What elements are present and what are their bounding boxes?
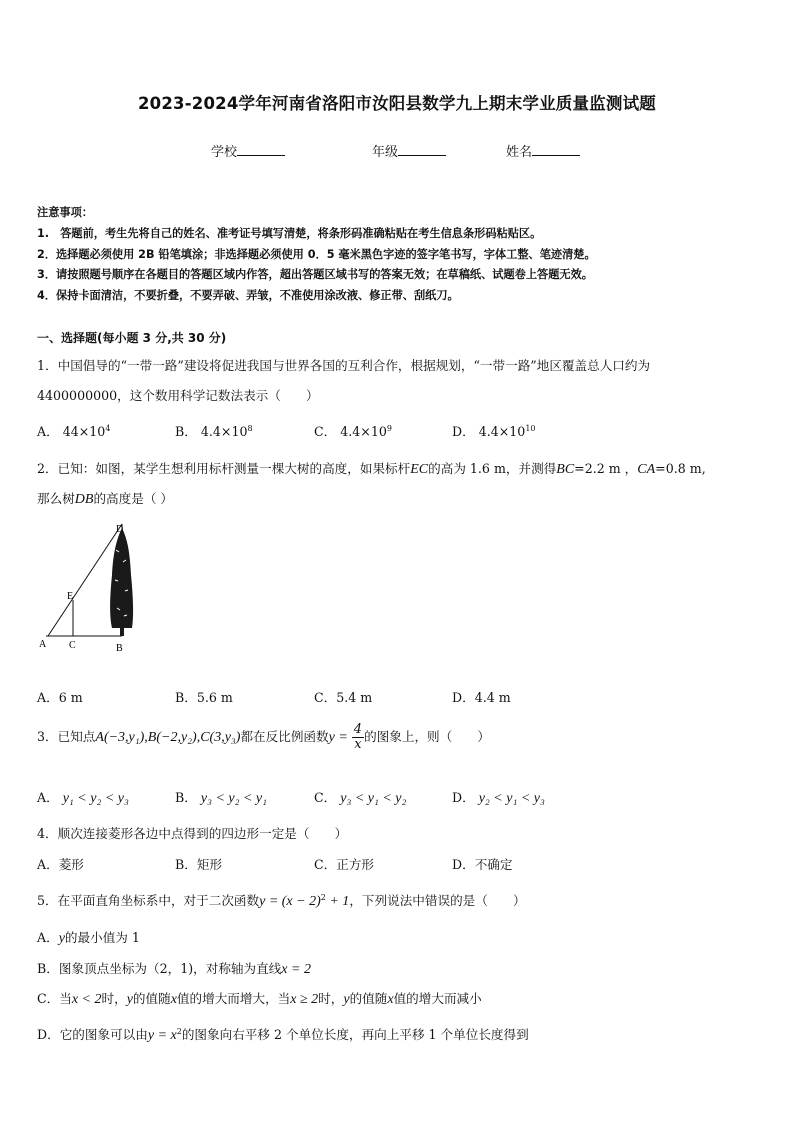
q2-stem-line2: 那么树DB的高度是（ ） — [37, 491, 174, 507]
label-e: E — [67, 591, 74, 602]
note-item: 1. 答题前，考生先将自己的姓名、准考证号填写清楚，将条形码准确粘贴在考生信息条形码粘贴区。 — [37, 227, 542, 240]
tree-measure-figure — [36, 520, 146, 660]
q1-option-c[interactable]: C． $4.4\times 10^9$ — [314, 423, 392, 439]
label-a: A — [39, 639, 47, 650]
school-label: 学校 — [211, 145, 238, 160]
note-item: 4．保持卡面清洁，不要折叠，不要弄破、弄皱，不准使用涂改液、修正带、刮纸刀。 — [37, 289, 459, 302]
note-item: 3．请按照题号顺序在各题目的答题区域内作答，超出答题区域书写的答案无效；在草稿纸、试题卷上答题无效。 — [37, 268, 593, 281]
grade-label: 年级 — [372, 145, 399, 160]
page-title: 2023-2024学年河南省洛阳市汝阳县数学九上期末学业质量监测试题 — [138, 94, 656, 113]
q2-option-b[interactable]: B．5.6 m — [175, 690, 233, 705]
label-b: B — [116, 643, 123, 654]
q1-stem-line1: 1．中国倡导的“一带一路”建设将促进我国与世界各国的互利合作，根据规划，“一带一路”地区覆盖总人口约为 — [37, 358, 651, 373]
q2-option-d[interactable]: D．4.4 m — [452, 690, 511, 705]
q3-stem: 3．已知点A(−3,y₁),B(−2,y₂),C(3,y₃)都在反比例函数y = $\frac{4}{x}$ 的图象上，则（ ） — [37, 722, 491, 752]
section-heading: 一、选择题(每小题 3 分,共 30 分) — [37, 331, 227, 345]
q5-option-a[interactable]: A．y的最小值为 1 — [37, 930, 140, 946]
label-d: D — [116, 524, 124, 535]
name-field[interactable] — [506, 141, 580, 160]
q4-option-d[interactable]: D．不确定 — [452, 857, 513, 872]
q3-option-a[interactable]: A． y₁ < y₂ < y₃ — [37, 790, 129, 806]
q3-option-c[interactable]: C． y₃ < y₁ < y₂ — [314, 790, 407, 806]
q1-stem-line2: 4400000000，这个数用科学记数法表示（ ） — [37, 388, 319, 403]
q5-option-d[interactable]: D．它的图象可以由$y = x^2$的图象向右平移 2 个单位长度，再向上平移 1 个单位长度得到 — [37, 1026, 529, 1043]
q5-option-c[interactable]: C．当x < 2时，y的值随x值的增大而增大，当x ≥ 2时，y的值随x值的增大而减小 — [37, 991, 482, 1007]
q2-option-c[interactable]: C．5.4 m — [314, 690, 373, 705]
q1-option-d[interactable]: D． $4.4\times 10^{10}$ — [452, 423, 536, 439]
q5-stem: 5．在平面直角坐标系中，对于二次函数$y = (x - 2)^2 + 1$，下列说法中错误的是（ ） — [37, 892, 526, 909]
q3-option-b[interactable]: B． y₃ < y₂ < y₁ — [175, 790, 268, 806]
note-item: 2．选择题必须使用 2B 铅笔填涂；非选择题必须使用 0．5 毫米黑色字迹的签字笔书写，字体工整、笔迹清楚。 — [37, 248, 596, 261]
q1-option-a[interactable]: A． $44\times 10^4$ — [37, 423, 111, 439]
school-field[interactable] — [211, 141, 285, 160]
q2-stem-line1: 2．已知：如图，某学生想利用标杆测量一棵大树的高度，如果标杆EC的高为 1.6 m，并测得BC=2.2 m ，CA=0.8 m, — [37, 461, 706, 477]
tree-icon — [110, 528, 133, 636]
name-label: 姓名 — [506, 145, 533, 160]
notes-heading: 注意事项： — [37, 206, 93, 219]
q4-stem: 4．顺次连接菱形各边中点得到的四边形一定是（ ） — [37, 826, 348, 841]
grade-field[interactable] — [372, 141, 446, 160]
q1-option-b[interactable]: B． $4.4\times 10^8$ — [175, 423, 253, 439]
q4-option-b[interactable]: B．矩形 — [175, 857, 223, 872]
q4-option-c[interactable]: C．正方形 — [314, 857, 375, 872]
q2-option-a[interactable]: A．6 m — [37, 690, 83, 705]
fraction-4-over-x: $\frac{4}{x}$ — [353, 722, 363, 752]
q4-option-a[interactable]: A．菱形 — [37, 857, 84, 872]
q3-option-d[interactable]: D． y₂ < y₁ < y₃ — [452, 790, 545, 806]
label-c: C — [69, 640, 76, 651]
q5-option-b[interactable]: B．图象顶点坐标为（2，1)，对称轴为直线x = 2 — [37, 961, 311, 977]
